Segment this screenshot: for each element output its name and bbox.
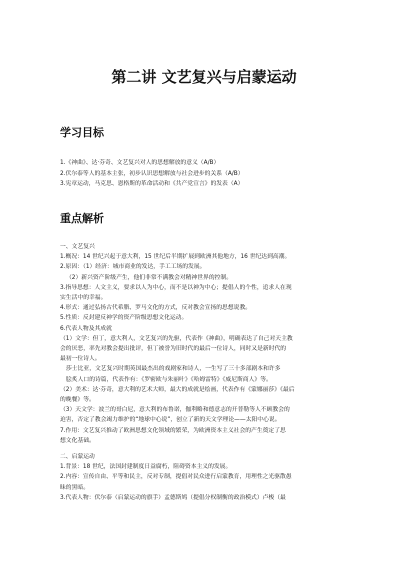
text-line: 最初一位诗人。 <box>60 356 101 363</box>
objective-item: 1.《神曲》、达·芬奇、文艺复兴对人的思想解放的意义（A/B） <box>60 160 220 166</box>
objectives-heading: 学习目标 <box>60 126 104 139</box>
text-line: 1.概况：14 世纪兴起于意大利，15 世纪后半期扩展到欧洲其他地方，16 世纪达到高潮。 <box>60 254 291 261</box>
text-line: 3.代表人物：伏尔泰（启蒙运动的旗手）孟德斯鸠（提倡分权制衡的政治模式）卢梭（最 <box>60 494 286 501</box>
text-line: （3）天文学：波兰的哥白尼，意大利的布鲁诺，伽利略和德意志的开普勒等人不顾教会的 <box>60 407 290 414</box>
text-line: 二、启蒙运动 <box>60 454 95 461</box>
text-line: 6.代表人物及其成就 <box>60 325 112 332</box>
text-line: 1.背景：18 世纪，法国封建制度日益腐朽，阻碍资本主义的发展。 <box>60 464 232 471</box>
text-line: 实生活中的幸福。 <box>60 295 107 302</box>
objectives-list <box>60 158 366 190</box>
text-line: 想文化基础。 <box>60 437 95 444</box>
text-line: （2）美术：达·芬奇，意大利的艺术大师，最大的成就是绘画，代表作有《蒙娜丽莎》《最后 <box>60 386 295 393</box>
text-line: 3.指导思想：人文主义，要求以人为中心，而不是以神为中心；提倡人的个性，追求人在现 <box>60 284 292 291</box>
page-title: 第二讲 文艺复兴与启蒙运动 <box>111 68 297 86</box>
objective-item: 2.伏尔泰等人的基本主张，初步认识思想解放与社会进步的关系（A/B） <box>60 170 244 177</box>
text-line: 迫害，否定了教会竭力维护的“地球中心说”，创立了新的天文学理论——太阳中心说。 <box>60 417 281 424</box>
text-line: 的晚餐》等。 <box>60 397 95 404</box>
text-line: 4.形式：通过弘扬古代希腊、罗马文化的方式，反对教会宣扬的思想说教。 <box>60 305 252 312</box>
analysis-body <box>60 242 368 503</box>
text-line: 莎士比亚，文艺复兴时期英国最杰出的戏剧家和诗人，一生写了三十多部剧本和许多 <box>66 366 281 373</box>
analysis-heading: 重点解析 <box>60 212 104 225</box>
objective-item: 3.宪章运动，马克思、恩格斯的革命活动和《共产党宣言》的发表（A） <box>60 181 244 187</box>
text-line: 2.内容：宣传自由、平等和民主，反对专制，提倡对民众进行启蒙教育，用理性之光驱散愚 <box>60 474 292 481</box>
text-line: 会的厌恶，率先对教会提出批评，但丁被誉为旧时代的最后一位诗人，同时又是新时代的 <box>60 346 287 353</box>
text-line: （2）新兴资产阶级产生，他们非常不满教会对精神世界的控制。 <box>66 274 233 281</box>
text-line: 5.性质：反封建反神学的资产阶级思想文化运动。 <box>60 315 188 322</box>
text-line: 2.原因：（1）经济：城市商业的发达，手工工场的发展。 <box>60 264 206 271</box>
text-line: 脍炙人口的诗篇，代表作有：《罗密欧与朱丽叶》《哈姆雷特》《威尼斯商人》等。 <box>66 376 272 383</box>
text-line: （1）文学：但丁，意大利人，文艺复兴的先驱，代表作《神曲》，明确表达了自己对天主教 <box>60 335 293 342</box>
text-line: 7.作用：文艺复兴推动了欧洲思想文化领域的繁荣，为欧洲资本主义社会的产生奠定了思 <box>60 427 286 434</box>
text-line: 昧的黑暗。 <box>60 484 89 491</box>
text-line: 一、文艺复兴 <box>60 244 95 250</box>
